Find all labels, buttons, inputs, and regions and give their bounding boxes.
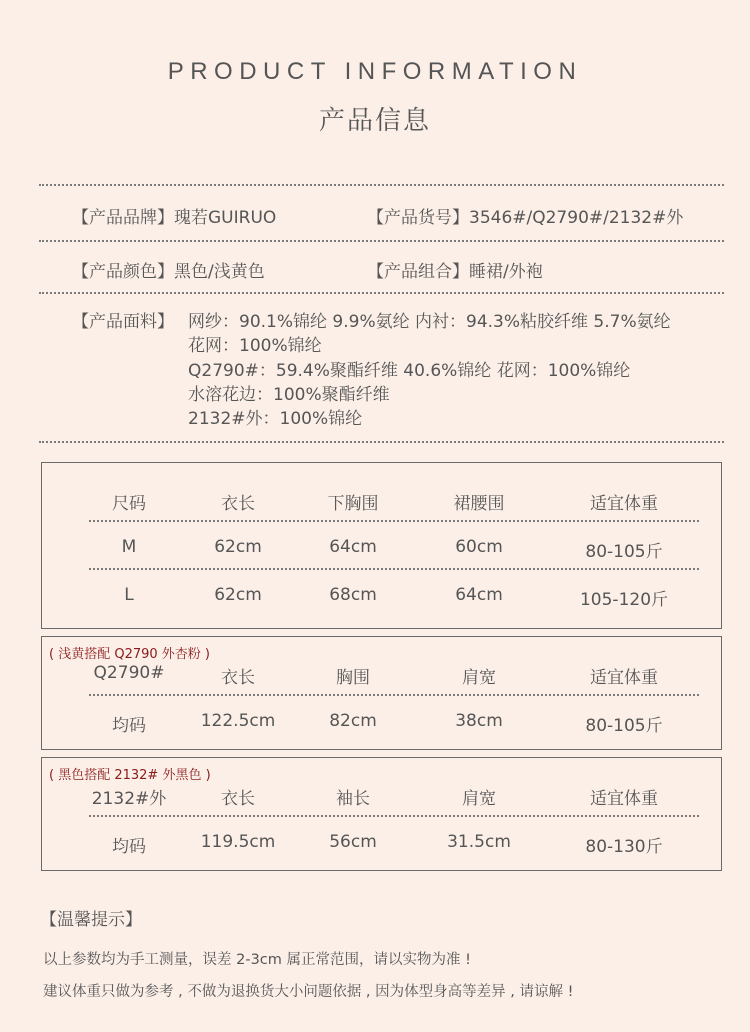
- header-cell: 肩宽: [462, 668, 496, 688]
- page-title-cn: 产品信息: [318, 106, 431, 136]
- material-label: 【产品面料】: [72, 312, 174, 332]
- header-cell: 下胸围: [327, 494, 379, 514]
- material-line: 2132#外：100%锦纶: [188, 409, 363, 430]
- header-cell: 袖长: [336, 789, 370, 809]
- material-lines: [188, 310, 671, 431]
- brand-row: [72, 203, 276, 228]
- table-cell: 122.5cm: [200, 711, 276, 731]
- table-cell: 105-120斤: [579, 590, 669, 610]
- row-divider: [89, 694, 699, 696]
- page-title-en: PRODUCT INFORMATION: [167, 58, 583, 85]
- row-divider: [89, 815, 699, 817]
- table-cell: 80-105斤: [585, 716, 663, 736]
- table-cell: 31.5cm: [447, 832, 511, 852]
- table-cell: 60cm: [455, 537, 503, 557]
- color-value: 黑色/浅黄色: [174, 262, 265, 282]
- sku-value: 3546#/Q2790#/2132#外: [469, 208, 684, 228]
- tips-line: 建议体重只做为参考 , 不做为退换货大小问题依据 , 因为体型身高等差异 , 请谅解 !: [43, 984, 574, 1000]
- color-label: 【产品颜色】: [72, 262, 174, 282]
- color-row: [72, 257, 265, 282]
- header-cell: 衣长: [221, 494, 255, 514]
- tips-line: 以上参数均为手工测量，误差 2-3cm 属正常范围，请以实物为准 !: [43, 952, 471, 968]
- header-cell: 2132#外: [91, 789, 167, 809]
- table-cell: 82cm: [329, 711, 377, 731]
- divider: [39, 441, 724, 443]
- header-cell: Q2790#: [93, 663, 165, 683]
- table-cell: 56cm: [329, 832, 377, 852]
- brand-value: 瑰若GUIRUO: [174, 208, 277, 228]
- brand-label: 【产品品牌】: [72, 208, 174, 228]
- size-table-2132: [41, 757, 722, 871]
- combo-note: ( 浅黄搭配 Q2790 外杏粉 ): [49, 647, 210, 662]
- table-cell: L: [124, 585, 134, 605]
- material-line: 网纱：90.1%锦纶 9.9%氨纶 内衬：94.3%粘胶纤维 5.7%氨纶: [188, 312, 671, 332]
- sku-label: 【产品货号】: [367, 208, 469, 228]
- header-cell: 尺码: [112, 494, 146, 514]
- table-cell: 68cm: [329, 585, 377, 605]
- material-line: Q2790#：59.4%聚酯纤维 40.6%锦纶 花网：100%锦纶: [188, 360, 631, 381]
- header-cell: 胸围: [336, 668, 370, 688]
- header-cell: 衣长: [221, 789, 255, 809]
- divider: [39, 184, 724, 186]
- size-table-q2790: [41, 636, 722, 750]
- table-cell: 119.5cm: [200, 832, 276, 852]
- header-cell: 适宜体重: [590, 668, 658, 688]
- combo-label: 【产品组合】: [367, 262, 469, 282]
- table-cell: M: [121, 537, 137, 557]
- material-line: 水溶花边：100%聚酯纤维: [188, 384, 390, 405]
- combo-value: 睡裙/外袍: [469, 262, 543, 282]
- combo-row: [367, 257, 543, 282]
- table-cell: 62cm: [214, 537, 262, 557]
- divider: [39, 292, 724, 294]
- table-cell: 均码: [112, 837, 146, 857]
- table-cell: 64cm: [455, 585, 503, 605]
- table-cell: 80-105斤: [585, 542, 663, 562]
- table-cell: 38cm: [455, 711, 503, 731]
- header-cell: 肩宽: [462, 789, 496, 809]
- sku-row: [367, 203, 683, 228]
- size-table-main: [41, 462, 722, 629]
- row-divider: [89, 568, 699, 570]
- table-cell: 64cm: [329, 537, 377, 557]
- table-cell: 62cm: [214, 585, 262, 605]
- header-cell: 适宜体重: [590, 789, 658, 809]
- material-line: 花网：100%锦纶: [188, 336, 322, 357]
- row-divider: [89, 520, 699, 522]
- tips-title: 【温馨提示】: [40, 910, 142, 930]
- header-cell: 适宜体重: [590, 494, 658, 514]
- header-cell: 衣长: [221, 668, 255, 688]
- combo-note: ( 黑色搭配 2132# 外黑色 ): [49, 768, 211, 783]
- divider: [39, 240, 724, 242]
- table-cell: 均码: [112, 716, 146, 736]
- table-cell: 80-130斤: [585, 837, 663, 857]
- header-cell: 裙腰围: [453, 494, 505, 514]
